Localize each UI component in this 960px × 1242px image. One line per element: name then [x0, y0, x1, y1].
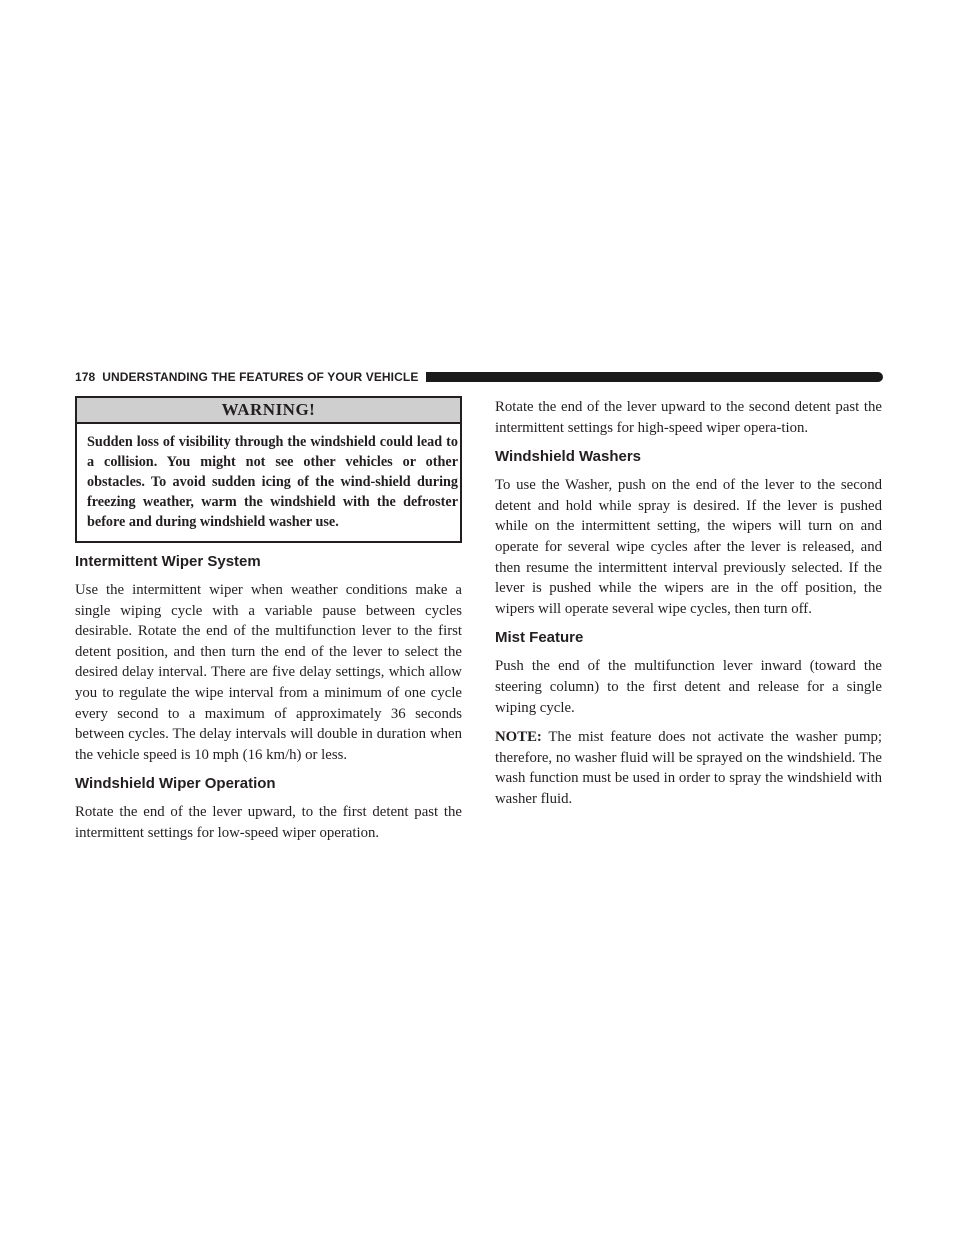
warning-title: WARNING! — [77, 398, 460, 424]
windshield-washers-heading: Windshield Washers — [495, 448, 642, 466]
wiper-operation-text-1: Rotate the end of the lever upward, to the first detent past the intermittent settings for low-speed wiper operation. — [75, 804, 462, 841]
note-label: NOTE: — [495, 729, 542, 746]
mist-feature-heading: Mist Feature — [495, 629, 584, 647]
page-number: 178 — [75, 370, 96, 384]
page-header — [75, 370, 883, 384]
page-header-text — [75, 370, 426, 384]
header-rule — [426, 372, 883, 382]
intermittent-wiper-text: Use the intermittent wiper when weather conditions make a single wiping cycle with a variable pause between cycles desirable. Rotate the end of the multifunction lever to the first detent position, and then turn the end of the lever to select the desired delay interval. There are five delay settings, which allow you to regulate the wipe interval from a minimum of one cycle every second to a maximum of approximately 36 seconds between cycles. The delay intervals will double in duration when the vehicle speed is 10 mph (16 km/h) or less. — [75, 582, 462, 763]
left-column — [75, 396, 462, 853]
warning-box — [75, 396, 462, 543]
note-paragraph — [495, 727, 882, 809]
section-title: UNDERSTANDING THE FEATURES OF YOUR VEHICLE — [102, 370, 419, 384]
intermittent-wiper-heading: Intermittent Wiper System — [75, 553, 261, 570]
note-text: The mist feature does not activate the washer pump; therefore, no washer fluid will be sprayed on the windshield. The wash function must be used in order to spray the windshield with washer fluid. — [495, 729, 882, 807]
right-column — [495, 397, 882, 819]
windshield-washers-text: To use the Washer, push on the end of the lever to the second detent and hold while spray is desired. If the lever is pushed while on the intermittent setting, the wipers will turn on and operate for several wipe cycles after the lever is released, and then resume the intermittent interval previously selected. If the lever is pushed while the wipers are in the off position, the wipers will operate several wipe cycles, then turn off. — [495, 477, 882, 617]
wiper-operation-text-2: Rotate the end of the lever upward to the second detent past the intermittent settings for high-speed wiper opera-tion. — [495, 399, 882, 436]
mist-feature-text: Push the end of the multifunction lever inward (toward the steering column) to the first detent and release for a single wiping cycle. — [495, 658, 882, 716]
warning-text: Sudden loss of visibility through the windshield could lead to a collision. You might not see other vehicles or other obstacles. To avoid sudden icing of the wind-shield during freezing weather, warm the windshield with the defroster before and during windshield washer use. — [87, 434, 458, 530]
wiper-operation-heading: Windshield Wiper Operation — [75, 775, 276, 793]
